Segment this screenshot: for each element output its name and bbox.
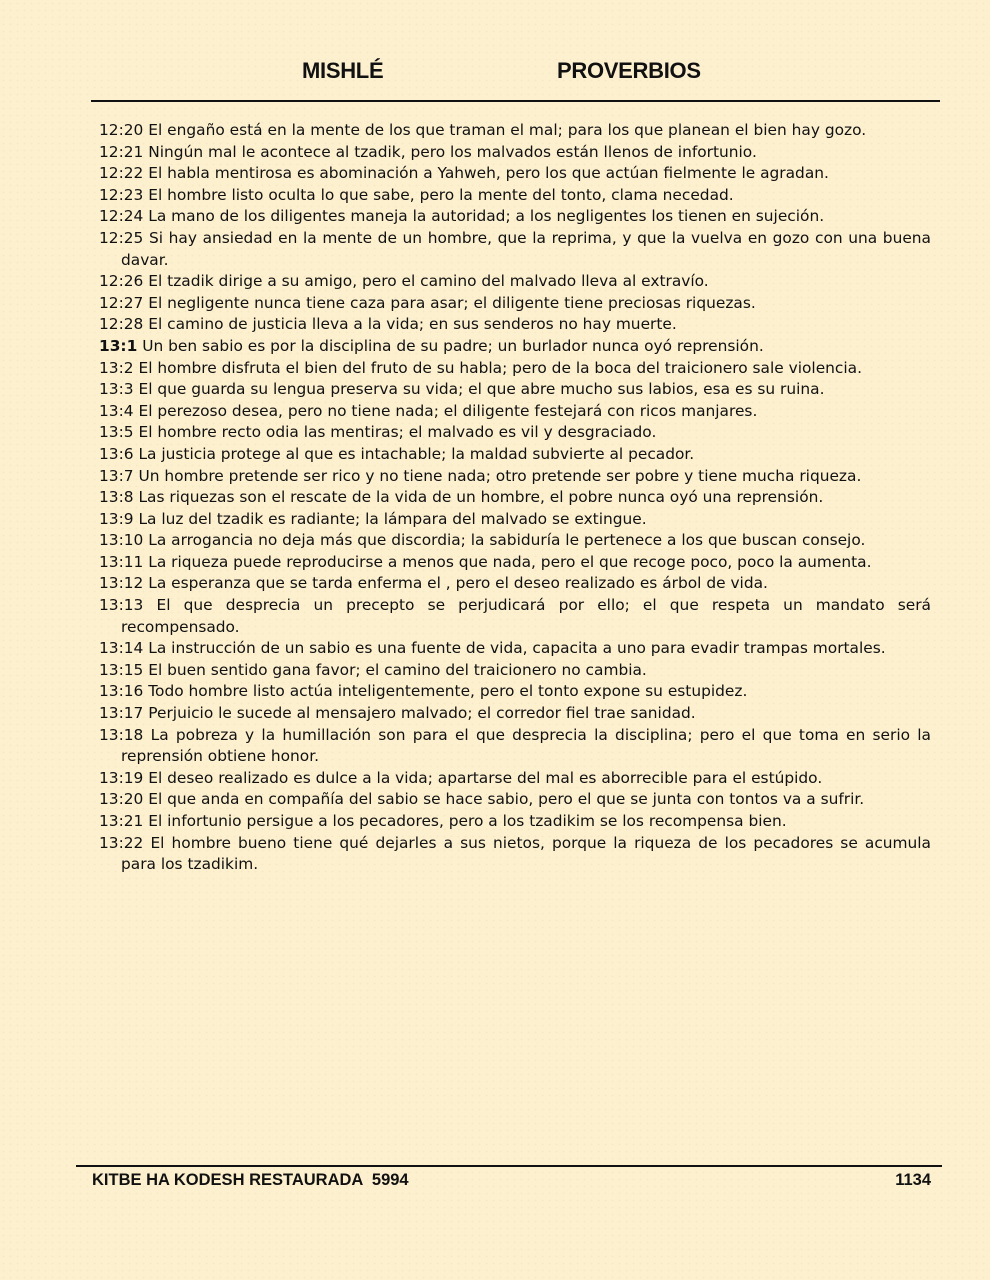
book-title-spanish: PROVERBIOS [557,58,701,83]
verse-ref: 12:23 [99,185,144,204]
verse-ref: 13:15 [99,660,144,679]
verse-text: El perezoso desea, pero no tiene nada; el diligente festejará con ricos manjares. [138,401,758,420]
verse-text: El hombre disfruta el bien del fruto de su habla; pero de la boca del traicionero sale violencia. [138,358,862,377]
verse-ref: 13:11 [99,552,144,571]
verse-ref: 12:25 [99,228,144,247]
verse-ref: 13:6 [99,444,134,463]
verse [99,530,931,552]
verse-ref: 12:21 [99,142,144,161]
verse [99,509,931,531]
verse [99,444,931,466]
verse-ref: 13:14 [99,639,144,658]
verse-ref: 13:5 [99,423,134,442]
verse-text: El tzadik dirige a su amigo, pero el camino del malvado lleva al extravío. [148,272,709,291]
page-header [0,58,990,92]
verse-ref: 13:22 [99,833,144,852]
verse [99,681,931,703]
verse-text: Ningún mal le acontece al tzadik, pero los malvados están llenos de infortunio. [148,142,757,161]
verse [99,185,931,207]
verse-text: Un hombre pretende ser rico y no tiene nada; otro pretende ser pobre y tiene mucha riqueza. [138,466,862,485]
page-number: 1134 [895,1171,931,1189]
verse-ref: 12:20 [99,121,144,139]
verse-text: Perjuicio le sucede al mensajero malvado; el corredor fiel trae sanidad. [148,704,696,723]
verse [99,789,931,811]
verse [99,638,931,660]
verse-ref: 13:7 [99,466,134,485]
verse-text: La instrucción de un sabio es una fuente de vida, capacita a uno para evadir trampas mortales. [148,639,886,658]
verse-text: Las riquezas son el rescate de la vida de un hombre, el pobre nunca oyó una reprensión. [138,488,824,507]
verse [99,401,931,423]
verse-ref: 12:22 [99,164,144,183]
verse-text: El que desprecia un precepto se perjudicará por ello; el que respeta un mandato será recompensado. [121,596,931,636]
verse-text: El deseo realizado es dulce a la vida; apartarse del mal es aborrecible para el estúpido. [148,768,823,787]
verse-text: La luz del tzadik es radiante; la lámpara del malvado se extingue. [138,509,647,528]
verse-text: La esperanza que se tarda enferma el , pero el deseo realizado es árbol de vida. [148,574,768,593]
footer-edition: KITBE HA KODESH RESTAURADA 5994 [92,1171,409,1189]
verse-ref: 13:16 [99,682,144,701]
verse-text: El negligente nunca tiene caza para asar; el diligente tiene preciosas riquezas. [148,293,756,312]
verse-text: La riqueza puede reproducirse a menos que nada, pero el que recoge poco, poco la aumenta. [148,552,872,571]
book-title-hebrew: MISHLÉ [302,58,384,83]
verse [99,142,931,164]
verse [99,703,931,725]
verse-text: Si hay ansiedad en la mente de un hombre, que la reprima, y que la vuelva en gozo con una buena davar. [121,228,931,269]
verse [99,725,931,768]
verse [99,163,931,185]
verse-text: La arrogancia no deja más que discordia; la sabiduría le pertenece a los que buscan consejo. [148,531,866,550]
verse-ref: 12:28 [99,315,144,334]
verse [99,811,931,833]
verse-ref: 12:24 [99,207,144,226]
verse [99,358,931,380]
verse-ref: 13:13 [99,596,144,615]
verse [99,552,931,574]
verse-text: El camino de justicia lleva a la vida; en sus senderos no hay muerte. [148,315,677,334]
verse [99,314,931,336]
verse-ref: 13:17 [99,704,144,723]
verse-ref: 13:8 [99,488,134,507]
verse-ref: 13:1 [99,336,138,355]
verse-ref: 13:3 [99,380,134,399]
verse-ref: 13:10 [99,531,144,550]
verse-text: La justicia protege al que es intachable; la maldad subvierte al pecador. [138,444,695,463]
verse-text: El habla mentirosa es abominación a Yahweh, pero los que actúan fielmente le agradan. [148,164,829,183]
verse [99,660,931,682]
verse-text: La pobreza y la humillación son para el que desprecia la disciplina; pero el que toma en serio la reprensión obtiene honor. [121,725,931,766]
verse-ref: 13:9 [99,509,134,528]
verse-text: Todo hombre listo actúa inteligentemente, pero el tonto expone su estupidez. [148,682,748,701]
verse-text: Un ben sabio es por la disciplina de su padre; un burlador nunca oyó reprensión. [142,336,764,355]
verse [99,271,931,293]
verse-text: El hombre bueno tiene qué dejarles a sus nietos, porque la riqueza de los pecadores se acumula para los tzadikim. [121,833,931,874]
verse [99,833,931,876]
verse [99,293,931,315]
verse [99,573,931,595]
verse-ref: 13:20 [99,790,144,809]
verse-ref: 13:2 [99,358,134,377]
verse [99,379,931,401]
verse-text: El que anda en compañía del sabio se hace sabio, pero el que se junta con tontos va a sufrir. [148,790,865,809]
verse-text: El infortunio persigue a los pecadores, pero a los tzadikim se los recompensa bien. [148,812,787,830]
verse [99,336,931,358]
verse-text: El hombre recto odia las mentiras; el malvado es vil y desgraciado. [138,423,657,442]
verse [99,120,931,142]
verse-ref: 12:26 [99,272,144,291]
header-rule [91,100,940,102]
verse-text: La mano de los diligentes maneja la autoridad; a los negligentes los tienen en sujeción. [148,207,825,226]
verse-ref: 13:21 [99,812,144,830]
verse-ref: 13:4 [99,401,134,420]
verse-text: El buen sentido gana favor; el camino del traicionero no cambia. [148,660,647,679]
verse-ref: 13:19 [99,768,144,787]
verse-ref: 13:18 [99,725,144,744]
verse [99,768,931,790]
verse [99,466,931,488]
verse-text: El hombre listo oculta lo que sabe, pero la mente del tonto, clama necedad. [148,185,734,204]
verse [99,228,931,271]
verse-text: El que guarda su lengua preserva su vida; el que abre mucho sus labios, esa es su ruina. [138,380,825,399]
verse-text: El engaño está en la mente de los que traman el mal; para los que planean el bien hay gozo. [148,121,867,139]
verse [99,206,931,228]
verse-ref: 13:12 [99,574,144,593]
verse [99,595,931,638]
verse-list [99,120,931,876]
verse-ref: 12:27 [99,293,144,312]
verse [99,422,931,444]
verse [99,487,931,509]
footer-rule [76,1165,942,1167]
